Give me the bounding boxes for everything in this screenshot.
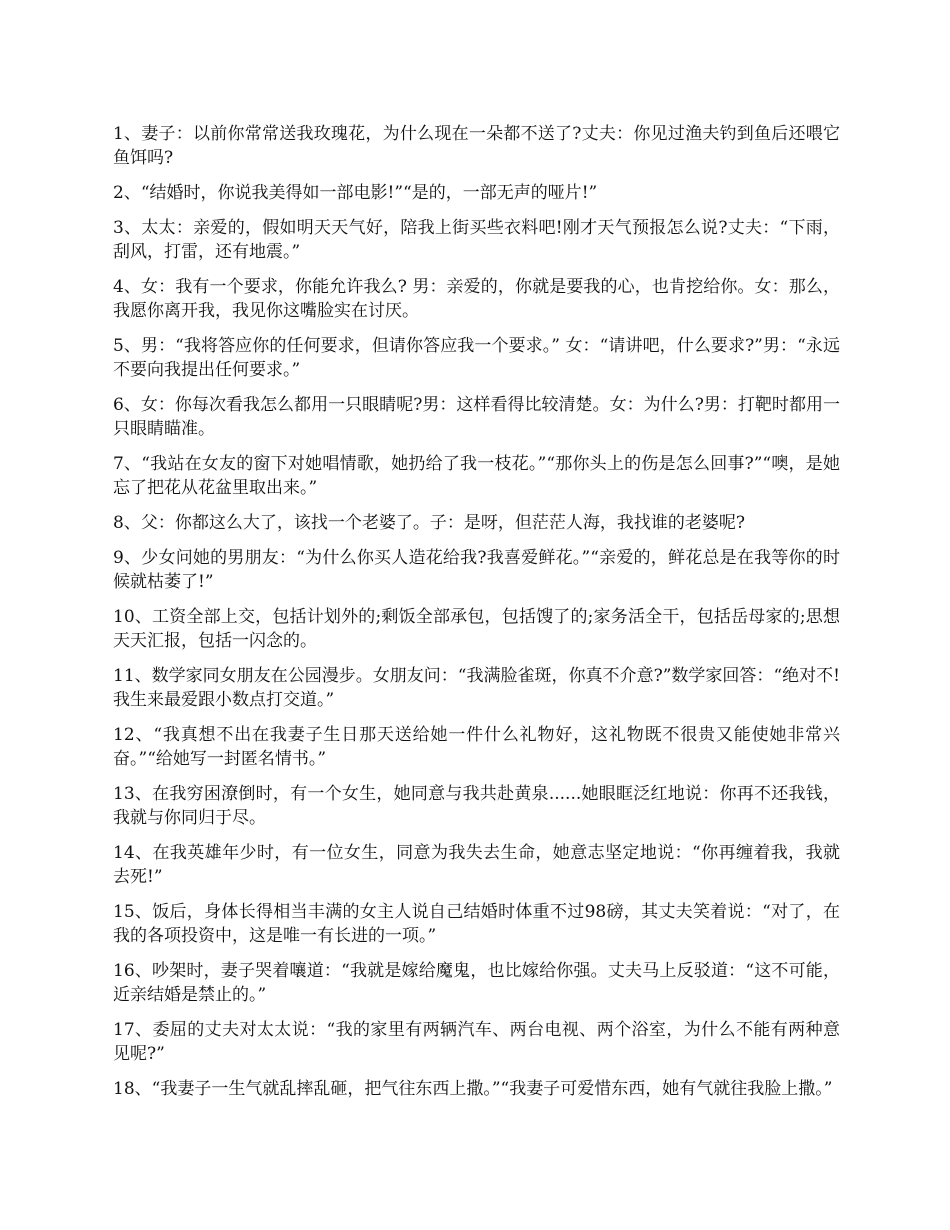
joke-paragraph-1: 1、妻子：以前你常常送我玫瑰花，为什么现在一朵都不送了?丈夫：你见过渔夫钓到鱼后还喂它鱼饵吗? xyxy=(113,124,840,168)
joke-paragraph-18: 18、“我妻子一生气就乱摔乱砸，把气往东西上撒。”“我妻子可爱惜东西，她有气就往我脸上撒。” xyxy=(113,1079,833,1099)
joke-paragraph-7: 7、“我站在女友的窗下对她唱情歌，她扔给了我一枝花。”“那你头上的伤是怎么回事?”“噢，是她忘了把花从花盆里取出来。” xyxy=(113,454,840,498)
joke-paragraph-6: 6、女：你每次看我怎么都用一只眼睛呢?男：这样看得比较清楚。女：为什么?男：打靶时都用一只眼睛瞄准。 xyxy=(113,395,840,439)
joke-paragraph-3: 3、太太：亲爱的，假如明天天气好，陪我上街买些衣料吧!刚才天气预报怎么说?丈夫：“下雨，刮风，打雷，还有地震。” xyxy=(113,218,840,262)
joke-paragraph-11: 11、数学家同女朋友在公园漫步。女朋友问：“我满脸雀斑，你真不介意?”数学家回答：“绝对不!我生来最爱跟小数点打交道。” xyxy=(113,666,840,710)
joke-paragraph-14: 14、在我英雄年少时，有一位女生，同意为我失去生命，她意志坚定地说：“你再缠着我，我就去死!” xyxy=(113,843,840,887)
joke-paragraph-4: 4、女：我有一个要求，你能允许我么? 男：亲爱的，你就是要我的心，也肯挖给你。女：那么，我愿你离开我，我见你这嘴脸实在讨厌。 xyxy=(113,277,840,321)
document-body xyxy=(113,122,840,1112)
joke-paragraph-10: 10、工资全部上交，包括计划外的;剩饭全部承包，包括馊了的;家务活全干，包括岳母家的;思想天天汇报，包括一闪念的。 xyxy=(113,607,840,651)
joke-paragraph-17: 17、委屈的丈夫对太太说：“我的家里有两辆汽车、两台电视、两个浴室，为什么不能有两种意见呢?” xyxy=(113,1020,840,1064)
joke-paragraph-15: 15、饭后，身体长得相当丰满的女主人说自己结婚时体重不过98磅，其丈夫笑着说：“对了，在我的各项投资中，这是唯一有长进的一项。” xyxy=(113,902,840,946)
joke-paragraph-12: 12、“我真想不出在我妻子生日那天送给她一件什么礼物好，这礼物既不很贵又能使她非常兴奋。”“给她写一封匿名情书。” xyxy=(113,725,840,769)
joke-paragraph-8: 8、父：你都这么大了，该找一个老婆了。子：是呀，但茫茫人海，我找谁的老婆呢? xyxy=(113,513,745,533)
joke-paragraph-16: 16、吵架时，妻子哭着嚷道：“我就是嫁给魔鬼，也比嫁给你强。丈夫马上反驳道：“这不可能，近亲结婚是禁止的。” xyxy=(113,961,840,1005)
joke-paragraph-9: 9、少女问她的男朋友：“为什么你买人造花给我?我喜爱鲜花。”“亲爱的，鲜花总是在我等你的时候就枯萎了!” xyxy=(113,548,840,592)
joke-paragraph-13: 13、在我穷困潦倒时，有一个女生，她同意与我共赴黄泉......她眼眶泛红地说：你再不还我钱，我就与你同归于尽。 xyxy=(113,784,840,828)
joke-paragraph-2: 2、“结婚时，你说我美得如一部电影!”“是的，一部无声的哑片!” xyxy=(113,183,598,203)
joke-paragraph-5: 5、男：“我将答应你的任何要求，但请你答应我一个要求。” 女：“请讲吧，什么要求?”男：“永远不要向我提出任何要求。” xyxy=(113,336,840,380)
